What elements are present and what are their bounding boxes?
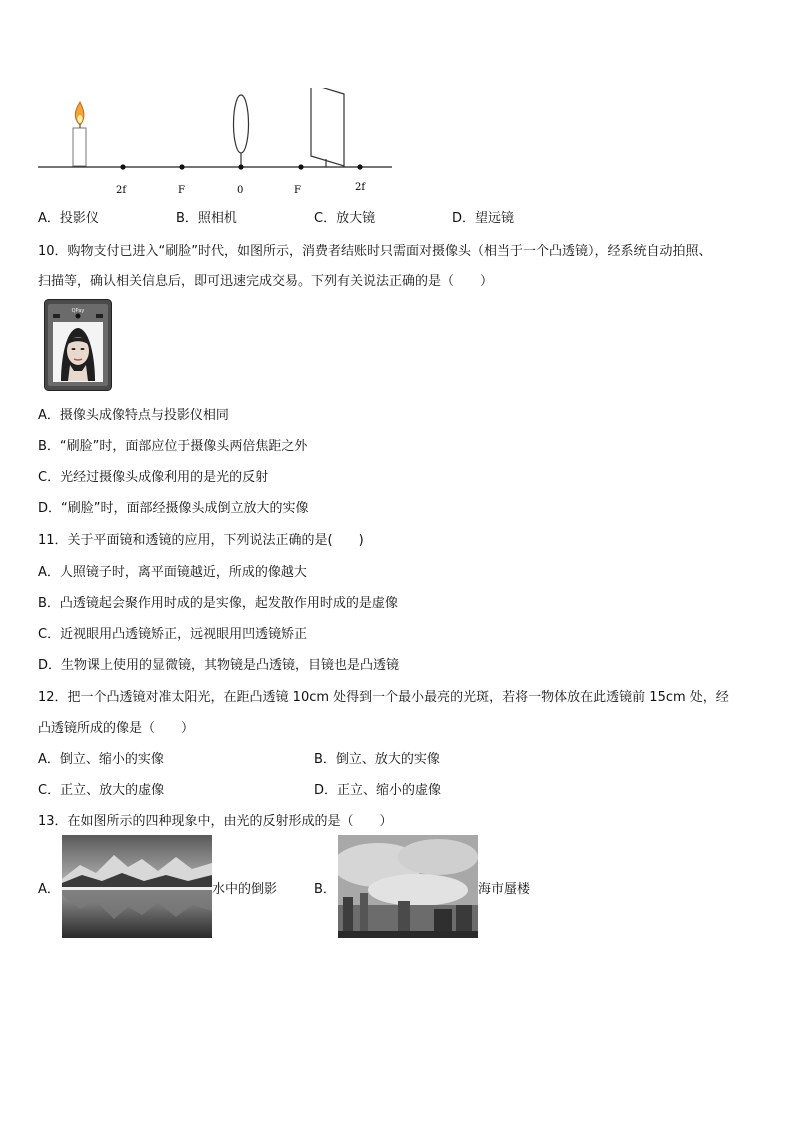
- device-brand: QPay: [71, 308, 85, 314]
- point-f-left: [179, 164, 184, 169]
- q13-option-b-letter[interactable]: B．: [314, 882, 336, 897]
- optics-diagram: [36, 88, 406, 200]
- label-o: 0: [237, 185, 244, 196]
- q10-option-d[interactable]: D．“刷脸”时，面部经摄像头成倒立放大的实像: [38, 501, 309, 516]
- q12-option-c[interactable]: C．正立、放大的虚像: [38, 783, 165, 798]
- q10-option-c[interactable]: C．光经过摄像头成像利用的是光的反射: [38, 470, 269, 485]
- q12-stem-line2: 凸透镜所成的像是（ ）: [38, 721, 195, 736]
- q9-option-b[interactable]: B．照相机: [176, 211, 237, 226]
- q10-option-a[interactable]: A．摄像头成像特点与投影仪相同: [38, 408, 229, 423]
- q9-option-d[interactable]: D．望远镜: [452, 211, 515, 226]
- point-2f-left: [120, 164, 125, 169]
- q9-option-c[interactable]: C．放大镜: [314, 211, 376, 226]
- screen-icon: [311, 88, 344, 167]
- q13-option-a-letter[interactable]: A．: [38, 882, 60, 897]
- q13-option-b-caption: 海市蜃楼: [478, 882, 531, 897]
- label-2f-right: 2f: [355, 182, 366, 193]
- candle-icon: [73, 102, 86, 166]
- q9-option-a[interactable]: A．投影仪: [38, 211, 99, 226]
- point-2f-right: [357, 164, 362, 169]
- face-pay-device-image: [44, 299, 112, 391]
- convex-lens-icon: [234, 95, 249, 170]
- q13-stem: 13．在如图所示的四种现象中，由光的反射形成的是（ ）: [38, 814, 393, 829]
- q11-option-d[interactable]: D．生物课上使用的显微镜，其物镜是凸透镜，目镜也是凸透镜: [38, 658, 400, 673]
- q12-stem-line1: 12．把一个凸透镜对准太阳光，在距凸透镜 10cm 处得到一个最小最亮的光斑，若将一物体放在此透镜前 15cm 处，经: [38, 690, 729, 705]
- point-f-right: [298, 164, 303, 169]
- q11-option-b[interactable]: B．凸透镜起会聚作用时成的是实像，起发散作用时成的是虚像: [38, 596, 398, 611]
- label-2f-left: 2f: [116, 185, 127, 196]
- q12-option-a[interactable]: A．倒立、缩小的实像: [38, 752, 164, 767]
- mirage-photo: [338, 835, 478, 938]
- q11-option-c[interactable]: C．近视眼用凸透镜矫正，远视眼用凹透镜矫正: [38, 627, 308, 642]
- q11-option-a[interactable]: A．人照镜子时，离平面镜越近，所成的像越大: [38, 565, 307, 580]
- q12-option-b[interactable]: B．倒立、放大的实像: [314, 752, 440, 767]
- q10-stem-line2: 扫描等，确认相关信息后，即可迅速完成交易。下列有关说法正确的是（ ）: [38, 274, 494, 289]
- q13-option-a-caption: 水中的倒影: [212, 882, 278, 897]
- q10-stem-line1: 10．购物支付已进入“刷脸”时代，如图所示，消费者结账时只需面对摄像头（相当于一个凸透镜），经系统自动拍照、: [38, 244, 712, 259]
- reflection-in-water-photo: [62, 835, 212, 938]
- q11-stem: 11．关于平面镜和透镜的应用，下列说法正确的是( ): [38, 533, 364, 548]
- q12-option-d[interactable]: D．正立、缩小的虚像: [314, 783, 442, 798]
- q10-option-b[interactable]: B．“刷脸”时，面部应位于摄像头两倍焦距之外: [38, 439, 308, 454]
- label-f-left: F: [178, 185, 185, 196]
- label-f-right: F: [294, 185, 301, 196]
